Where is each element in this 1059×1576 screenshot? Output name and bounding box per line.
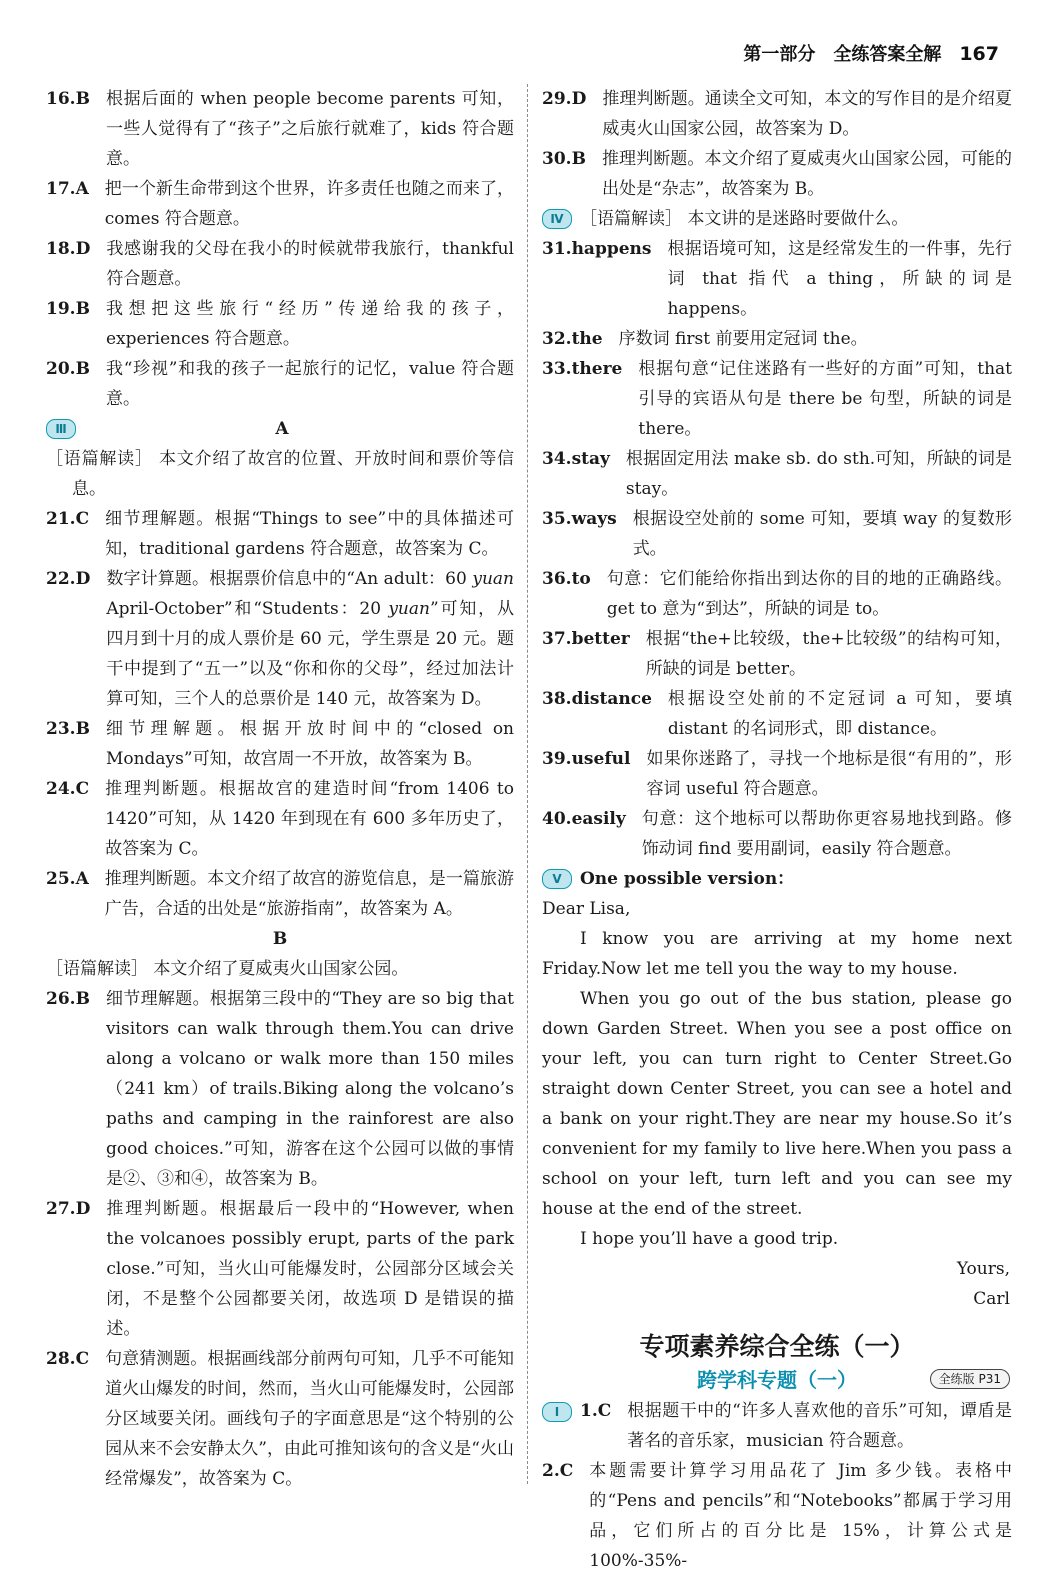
page-number: 167 — [959, 43, 999, 65]
answer-28: 28.C 句意猜测题。根据画线部分前两句可知，几乎不可能知道火山爆发的时间，然而，当火山可能爆发时，公园部分区域要关闭。画线句子的字面意思是“这个特别的公园从来不会安静太久”，由此可推知该句的含义是“火山经常爆发”，故答案为 C。 — [46, 1349, 514, 1489]
answer-19: 19.B 我想把这些旅行“经历”传递给我的孩子，experiences 符合题意。 — [46, 299, 514, 349]
letter-paragraph-1: I know you are arriving at my home next Friday.Now let me tell you the way to my house. — [542, 929, 1012, 979]
answer-23: 23.B 细节理解题。根据开放时间中的“closed on Mondays”可知，故宫周一不开放，故答案为 B。 — [46, 719, 514, 769]
answer-26: 26.B 细节理解题。根据第三段中的“They are so big that visitors can walk through them.You can drive along a volcano or walk more than 150 miles（241 km）of trails.Biking along the volcano’s paths and camping in the rainforest are also good choices.”可知，游客在这个公园可以做的事情是②、③和④，故答案为 B。 — [46, 989, 514, 1189]
answer-29: 29.D 推理判断题。通读全文可知，本文的写作目的是介绍夏威夷火山国家公园，故答案为 D。 — [542, 89, 1012, 139]
part-b-label: B — [272, 929, 288, 949]
section-4-heading — [542, 204, 1012, 234]
answer-35: 35.ways 根据设空处前的 some 可知，要填 way 的复数形式。 — [542, 509, 1012, 559]
answer-34: 34.stay 根据固定用法 make sb. do sth.可知，所缺的词是 stay。 — [542, 449, 1012, 499]
answer-17: 17.A 把一个新生命带到这个世界，许多责任也随之而来了，comes 符合题意。 — [46, 179, 514, 229]
header-section: 第一部分 — [743, 44, 816, 65]
answer-1: Ⅰ 1.C 根据题干中的“许多人喜欢他的音乐”可知，谭盾是著名的音乐家，musician 符合题意。 — [542, 1396, 1012, 1456]
possible-version-label: One possible version： — [580, 869, 795, 889]
answer-37: 37.better 根据“the+比较级，the+比较级”的结构可知，所缺的词是 better。 — [542, 629, 1012, 679]
sample-letter — [542, 894, 1012, 1314]
answer-27: 27.D 推理判断题。根据最后一段中的“However, when the volcanoes possibly erupt, parts of the park close.”可知，当火山可能爆发时，公园部分区域会关闭，不是整个公园都要关闭，故选项 D 是错误的描述。 — [46, 1199, 514, 1339]
reference-pill: 全练版 P31 — [930, 1369, 1010, 1389]
section-title: 专项素养综合全练（一） — [639, 1332, 915, 1361]
answer-32: 32.the 序数词 first 前要用定冠词 the。 — [542, 329, 868, 349]
reading-intro-a: ［语篇解读］ 本文介绍了故宫的位置、开放时间和票价等信息。 — [46, 449, 514, 499]
subtitle-row — [542, 1364, 1012, 1396]
section-1-badge: Ⅰ — [542, 1402, 572, 1422]
letter-salutation: Dear Lisa, — [542, 899, 631, 919]
letter-paragraph-2: When you go out of the bus station, please go down Garden Street. When you see a post office on your left, you can turn right to Center Street.Go straight down Center Street, you can see a hotel and a bank on your right.They are near my house.So it’s convenient for my family to live here.When you pass a school on your left, turn left and you can see my house at the end of the street. — [542, 989, 1012, 1219]
section-4-badge: Ⅳ — [542, 209, 572, 229]
header-title: 全练答案全解 — [833, 44, 942, 65]
letter-signature: Carl — [973, 1289, 1010, 1309]
reading-intro-4: ［语篇解读］ 本文讲的是迷路时要做什么。 — [580, 209, 909, 229]
answer-20: 20.B 我“珍视”和我的孩子一起旅行的记忆，value 符合题意。 — [46, 359, 514, 409]
answer-16: 16.B 根据后面的 when people become parents 可知，一些人觉得有了“孩子”之后旅行就难了，kids 符合题意。 — [46, 89, 514, 169]
section-3-heading — [46, 414, 514, 444]
letter-closing: Yours, — [956, 1259, 1010, 1279]
section-5-heading — [542, 864, 1012, 894]
answer-2: 2.C 本题需要计算学习用品花了 Jim 多少钱。表格中的“Pens and pencils”和“Notebooks”都属于学习用品，它们所占的百分比是 15%，计算公式是 100%-35%- — [542, 1461, 1012, 1571]
reading-intro-b: ［语篇解读］ 本文介绍了夏威夷火山国家公园。 — [46, 959, 409, 979]
section-5-badge: Ⅴ — [542, 869, 572, 889]
answer-22: 22.D 数字计算题。根据票价信息中的“An adult：60 yuan April-October”和“Students：20 yuan”可知，从四月到十月的成人票价是 60 元，学生票是 20 元。题干中提到了“五一”以及“你和你的父母”，经过加法计算可知，三个人的总票价是 140 元，故答案为 D。 — [46, 569, 514, 709]
answer-33: 33.there 根据句意“记住迷路有一些好的方面”可知，that 引导的宾语从句是 there be 句型，所缺的词是 there。 — [542, 359, 1012, 439]
section-3-badge: Ⅲ — [46, 419, 76, 439]
right-column — [542, 84, 1012, 1576]
part-a-label: A — [275, 419, 289, 439]
answer-24: 24.C 推理判断题。根据故宫的建造时间“from 1406 to 1420”可知，从 1420 年到现在有 600 多年历史了，故答案为 C。 — [46, 779, 514, 859]
column-divider — [527, 84, 528, 1484]
subtitle: 跨学科专题（一） — [697, 1368, 857, 1392]
answer-21: 21.C 细节理解题。根据“Things to see”中的具体描述可知，traditional gardens 符合题意，故答案为 C。 — [46, 509, 514, 559]
answer-31: 31.happens 根据语境可知，这是经常发生的一件事，先行词 that 指代 a thing，所缺的词是 happens。 — [542, 239, 1012, 319]
left-column — [46, 84, 514, 1494]
answer-36: 36.to 句意：它们能给你指出到达你的目的地的正确路线。get to 意为“到达”，所缺的词是 to。 — [542, 569, 1012, 619]
answer-18: 18.D 我感谢我的父母在我小的时候就带我旅行，thankful 符合题意。 — [46, 239, 514, 289]
answer-25: 25.A 推理判断题。本文介绍了故宫的游览信息，是一篇旅游广告，合适的出处是“旅游指南”，故答案为 A。 — [46, 869, 514, 919]
answer-39: 39.useful 如果你迷路了，寻找一个地标是很“有用的”，形容词 useful 符合题意。 — [542, 749, 1012, 799]
letter-paragraph-3: I hope you’ll have a good trip. — [580, 1229, 839, 1249]
answer-40: 40.easily 句意：这个地标可以帮助你更容易地找到路。修饰动词 find 要用副词，easily 符合题意。 — [542, 809, 1012, 859]
answer-38: 38.distance 根据设空处前的不定冠词 a 可知，要填 distant 的名词形式，即 distance。 — [542, 689, 1012, 739]
page-header — [743, 40, 999, 66]
answer-30: 30.B 推理判断题。本文介绍了夏威夷火山国家公园，可能的出处是“杂志”，故答案为 B。 — [542, 149, 1012, 199]
